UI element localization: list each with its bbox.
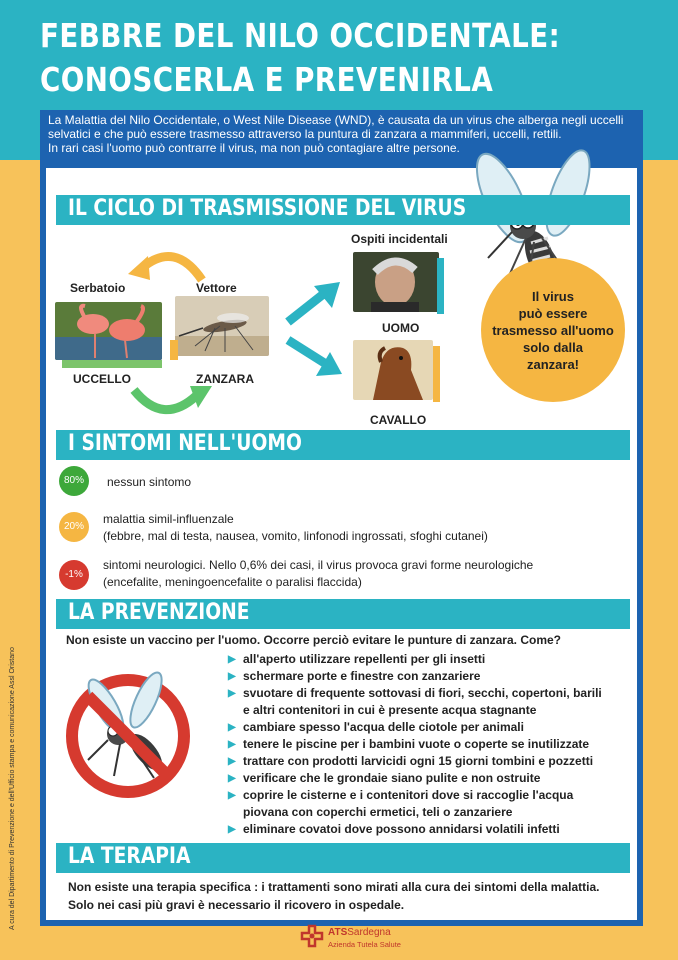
symptom-badge-flu: 20% [59,512,89,542]
cycle-top-arrow-icon [120,240,210,290]
mosquito-photo-shadow [170,340,178,360]
prevention-item [228,719,633,736]
therapy-line-1: Non esiste una terapia specifica : i trattamenti sono mirati alla cura dei sintomi della malattia. [68,880,600,894]
prevention-item [228,736,633,753]
intro-line-1: La Malattia del Nilo Occidentale, o West Nile Disease (WND), è causata da un virus che alberga negli uccelli [48,113,624,127]
mosquito-photo [175,296,269,356]
human-photo-shadow [437,258,444,314]
symptom-badge-neuro: -1% [59,560,89,590]
prevention-item [228,770,633,787]
prevention-item-line-1: ▶ svuotare di frequente sottovasi di fiori, secchi, copertoni, barili [243,686,602,700]
no-mosquito-icon [58,664,198,804]
therapy-section-title: LA TERAPIA [68,844,191,869]
symptom-flu-line-1: malattia simil-influenzale [103,512,234,526]
prevention-item [228,821,633,838]
title-line-2: CONOSCERLA E PREVENIRLA [40,60,494,99]
human-label: UOMO [382,321,420,335]
prevention-item [228,787,633,821]
logo-name [328,927,391,938]
logo-brand-rest: Sardegna [347,927,391,938]
prevention-section-title: LA PREVENZIONE [68,600,250,625]
prevention-item-line-2: piovana con coperchi ermetici, teli o zanzariere [243,805,513,819]
vector-label: Vettore [196,281,237,295]
prevention-item-line-1: ▶ tenere le piscine per i bambini vuote o coperte se inutilizzate [243,737,590,751]
mosquito-label: ZANZARA [196,372,254,386]
horse-label: CAVALLO [370,413,427,427]
page-title [40,14,561,102]
symptom-none-text [107,474,191,491]
symptom-neuro-line-1: sintomi neurologici. Nello 0,6% dei casi, il virus provoca gravi forme neurologiche [103,558,534,572]
bird-label: UCCELLO [73,372,131,386]
symptom-none-line-1: nessun sintomo [107,475,192,489]
intro-line-3: In rari casi l'uomo può contrarre il virus, ma non può contagiare altre persone. [48,141,460,155]
prevention-item-line-1: ▶ eliminare covatoi dove possono annidarsi volatili infetti [243,822,560,836]
bird-photo-shadow [62,360,162,368]
therapy-line-2: Solo nei casi più gravi è necessario il ricovero in ospedale. [68,898,405,912]
logo-brand-bold: ATS [328,927,348,938]
prevention-item-line-1: ▶ all'aperto utilizzare repellenti per gli insetti [243,652,486,666]
prevention-intro: Non esiste un vaccino per l'uomo. Occorre perciò evitare le punture di zanzara. Come? [66,633,561,647]
ats-logo-icon [300,924,324,948]
prevention-item [228,651,633,668]
symptom-neuro-text [103,557,533,591]
bubble-text [484,288,622,373]
symptoms-section-title: I SINTOMI NELL'UOMO [68,431,302,456]
prevention-item-line-1: ▶ verificare che le grondaie siano pulite e non ostruite [243,771,541,785]
symptom-flu-line-2: (febbre, mal di testa, nausea, vomito, linfonodi ingrossati, sfoghi cutanei) [103,529,488,543]
prevention-item [228,685,633,719]
human-photo [353,252,439,312]
logo-subtitle: Azienda Tutela Salute [328,940,401,949]
bubble-line-2: può essere [518,306,588,321]
prevention-item [228,753,633,770]
prevention-item-line-1: ▶ coprire le cisterne e i contenitori dove si raccoglie l'acqua [243,788,574,802]
bubble-line-3: trasmesso all'uomo [492,323,614,338]
incidental-hosts-label: Ospiti incidentali [351,232,448,246]
side-credit-text: A cura del Dipartimento di Prevenzione e dell'Ufficio stampa e comunicazione Assl Oristano [9,647,16,930]
bubble-line-5: zanzara! [526,357,580,372]
prevention-item [228,668,633,685]
reservoir-label: Serbatoio [70,281,126,295]
prevention-item-line-1: ▶ schermare porte e finestre con zanzariere [243,669,481,683]
symptom-neuro-line-2: (encefalite, meningoencefalite o paralisi flaccida) [103,575,362,589]
prevention-item-line-1: ▶ trattare con prodotti larvicidi ogni 15 giorni tombini e pozzetti [243,754,594,768]
arrow-to-horse-icon [284,334,346,380]
prevention-item-line-1: ▶ cambiare spesso l'acqua delle ciotole per animali [243,720,524,734]
symptom-badge-none: 80% [59,466,89,496]
prevention-list [228,651,633,838]
symptom-flu-text [103,511,488,545]
side-credit [0,560,18,930]
title-line-1: FEBBRE DEL NILO OCCIDENTALE: [40,16,561,55]
therapy-text [68,878,600,914]
bird-photo [55,302,162,360]
bubble-line-4: solo dalla [523,340,583,355]
arrow-to-human-icon [284,278,344,328]
prevention-item-line-2: e altri contenitori in cui è presente acqua stagnante [243,703,537,717]
bubble-line-1: Il virus [532,289,574,304]
cycle-section-title: IL CICLO DI TRASMISSIONE DEL VIRUS [68,196,467,221]
intro-line-2: selvatici e che può essere trasmesso attraverso la puntura di zanzara a mammiferi, uccelli, rettili. [48,127,562,141]
horse-photo [353,340,433,400]
horse-photo-shadow [433,346,440,402]
